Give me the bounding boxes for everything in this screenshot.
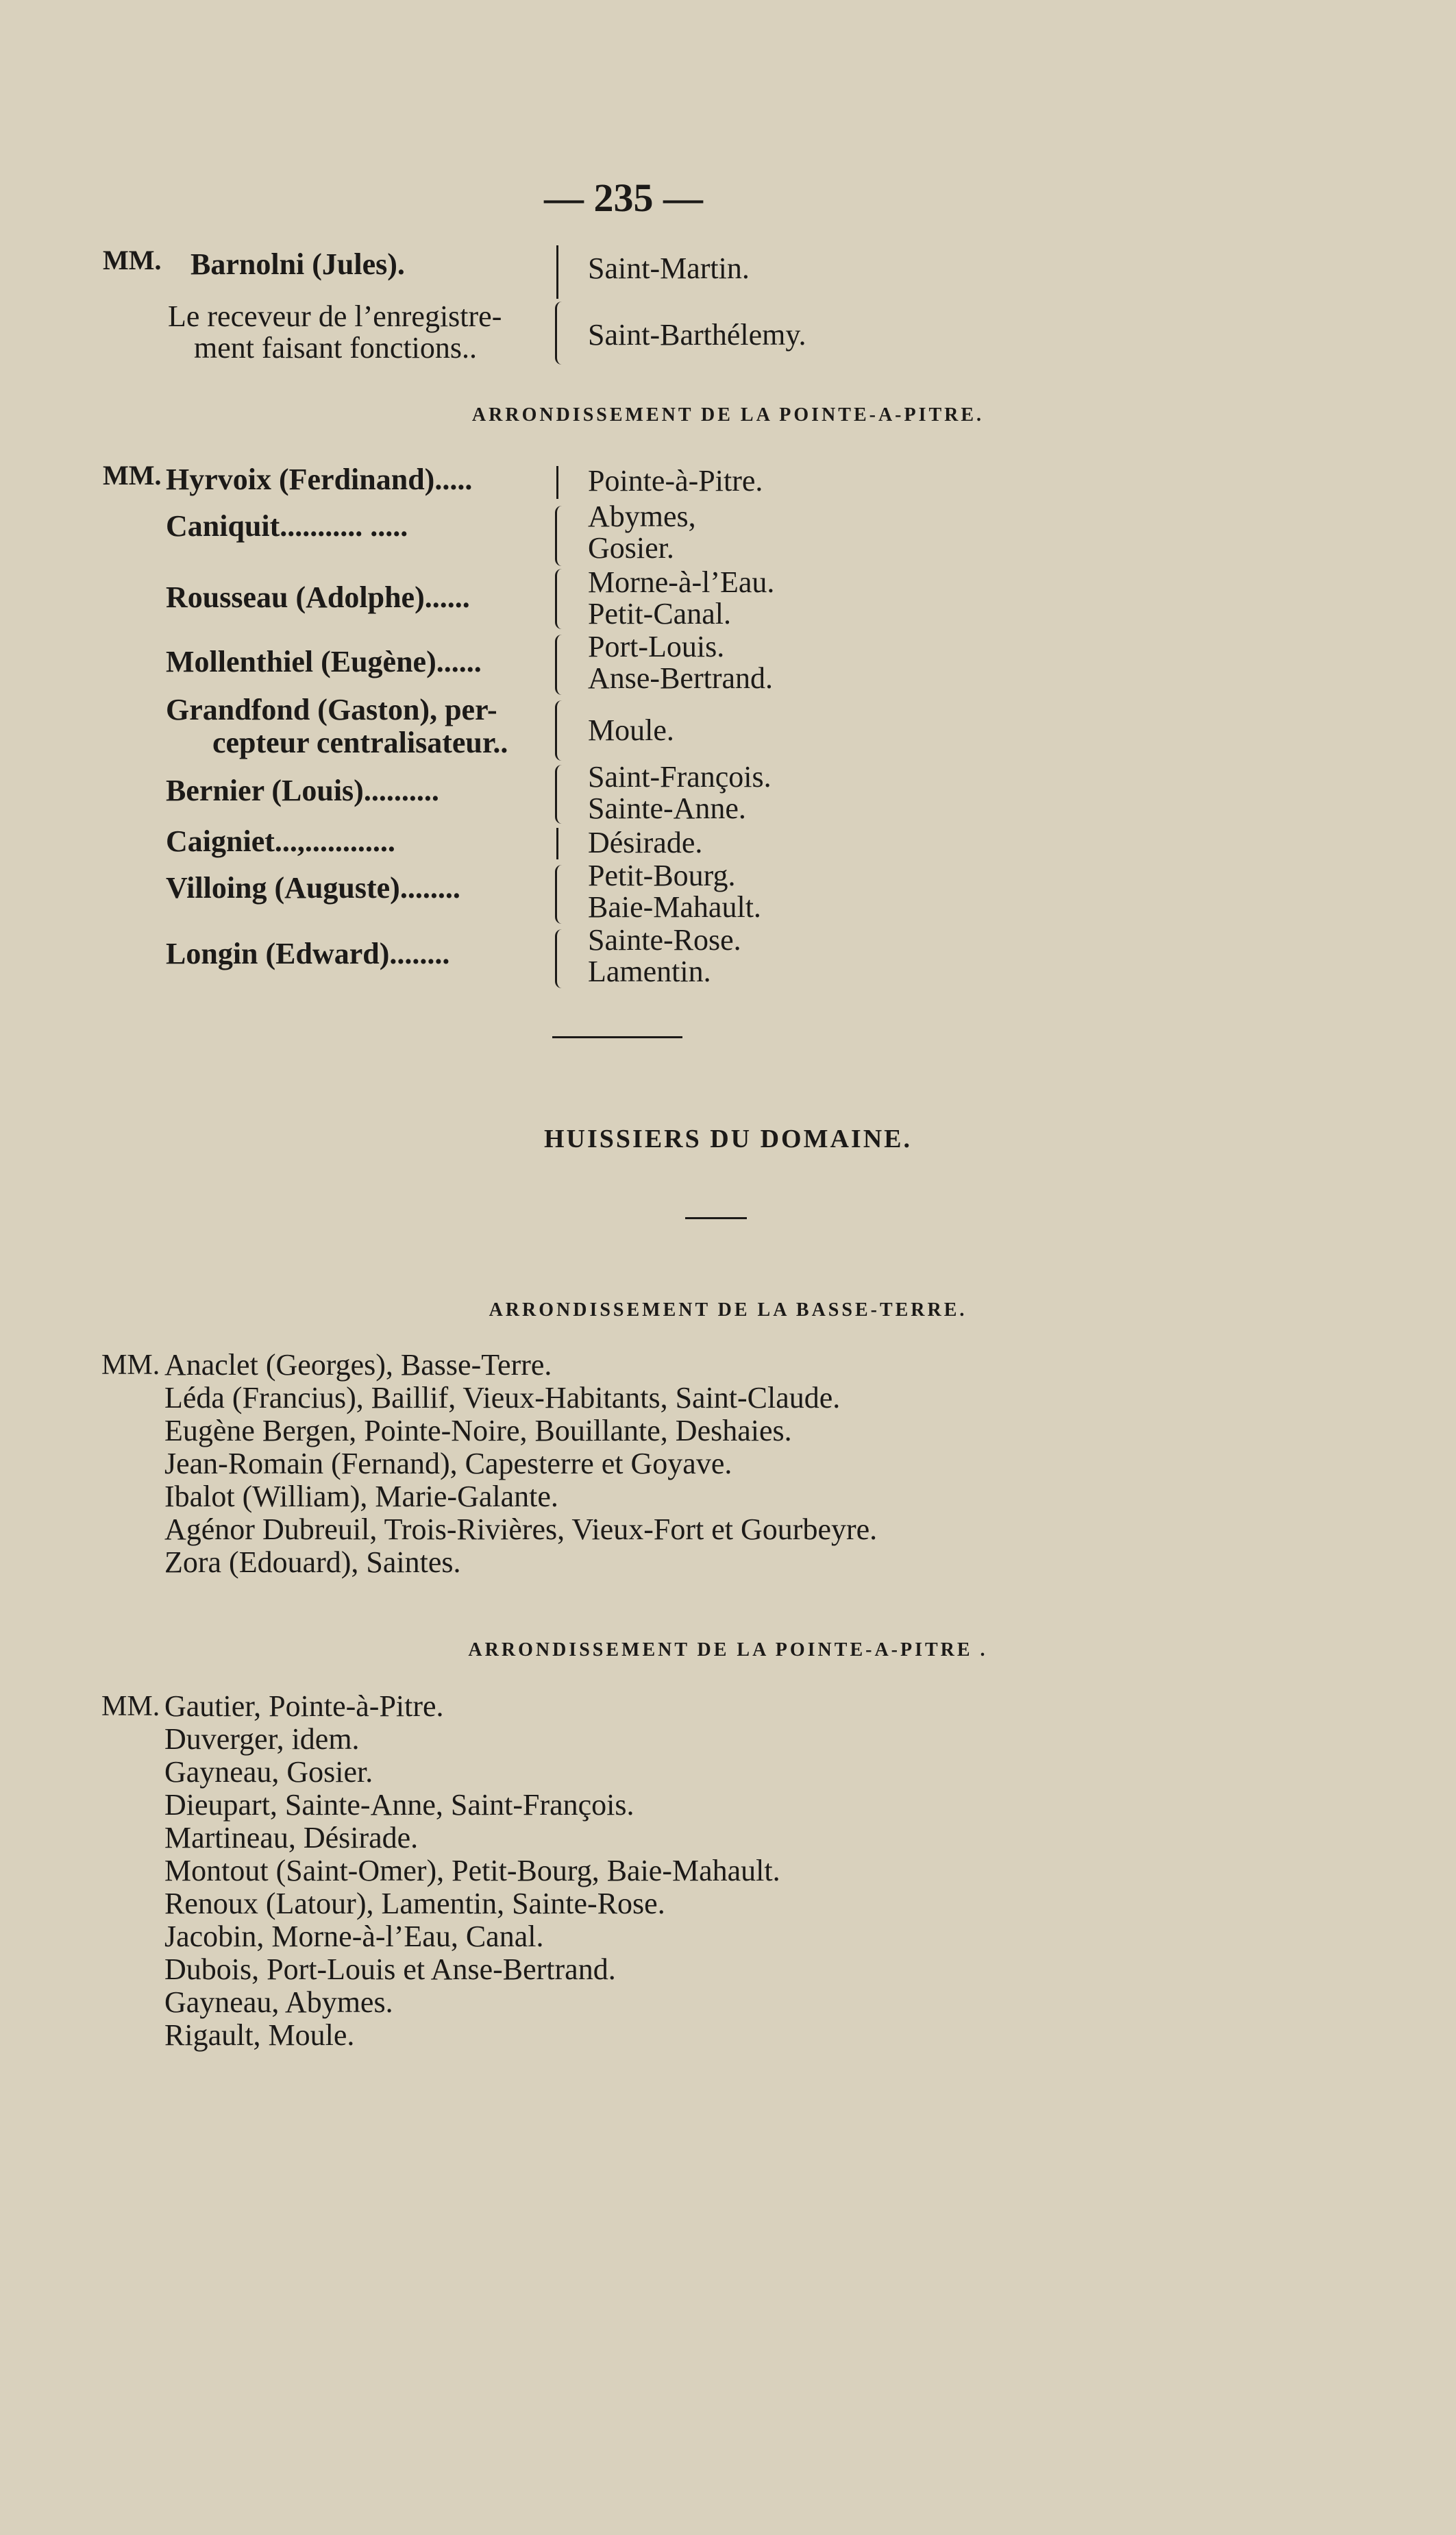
list-item: Gayneau, Gosier.	[164, 1755, 373, 1789]
section1-entry-9-name: Longin (Edward)........	[166, 937, 450, 970]
list-item: Montout (Saint-Omer), Petit-Bourg, Baie-Mahault.	[164, 1854, 780, 1887]
section1-entry-2-name: Caniquit........... .....	[166, 509, 408, 543]
list-item: Gautier, Pointe-à-Pitre.	[164, 1689, 444, 1723]
list-item: Léda (Francius), Baillif, Vieux-Habitants, Saint-Claude.	[164, 1381, 841, 1415]
section1-entry-2-place-1: Abymes,	[588, 500, 696, 533]
list-item: Dubois, Port-Louis et Anse-Bertrand.	[164, 1952, 616, 1986]
section1-entry-8-place-1: Petit-Bourg.	[588, 859, 736, 892]
section1-entry-4-place-2: Anse-Bertrand.	[588, 661, 774, 695]
section1-entry-3-name: Rousseau (Adolphe)......	[166, 580, 470, 614]
section1-entry-8-place-2: Baie-Mahault.	[588, 890, 761, 924]
divider-rule-1	[552, 1036, 682, 1038]
brace-top-1	[556, 245, 558, 299]
section1-entry-1-place-1: Pointe-à-Pitre.	[588, 464, 763, 498]
list-item: Martineau, Désirade.	[164, 1821, 419, 1854]
mm-prefix-pointe-a-pitre: MM.	[101, 1691, 160, 1722]
section1-entry-4-place-1: Port-Louis.	[588, 630, 725, 663]
top-entry-2-name-line1: Le receveur de l’enregistre-	[168, 299, 502, 333]
list-item: Anaclet (Georges), Basse-Terre.	[164, 1348, 552, 1382]
top-entry-2-name-line2: ment faisant fonctions..	[194, 331, 478, 365]
section1-entry-9-place-1: Sainte-Rose.	[588, 923, 741, 957]
section1-entry-6-name: Bernier (Louis)..........	[166, 774, 439, 807]
section-heading-pointe-a-pitre-2: ARRONDISSEMENT DE LA POINTE-A-PITRE .	[468, 1639, 988, 1661]
mm-prefix-basse-terre: MM.	[101, 1349, 160, 1381]
section-heading-basse-terre: ARRONDISSEMENT DE LA BASSE-TERRE.	[489, 1299, 967, 1321]
list-item: Gayneau, Abymes.	[164, 1985, 393, 2019]
section1-entry-7-name: Caigniet...,............	[166, 824, 395, 858]
brace-top-2	[555, 302, 569, 365]
section1-entry-5-place-1: Moule.	[588, 713, 674, 747]
section1-entry-6-place-1: Saint-François.	[588, 760, 772, 794]
page-number: — 235 —	[544, 175, 703, 220]
section1-entry-5-name-line1: Grandfond (Gaston), per-	[166, 693, 497, 726]
list-item: Duverger, idem.	[164, 1722, 360, 1756]
list-item: Agénor Dubreuil, Trois-Rivières, Vieux-Fort et Gourbeyre.	[164, 1513, 878, 1546]
brace-7	[556, 828, 558, 859]
brace-1	[556, 466, 558, 499]
brace-6	[555, 765, 569, 824]
brace-5	[555, 700, 569, 761]
section1-entry-5-name-line2: cepteur centralisateur..	[212, 726, 508, 759]
section1-entry-9-place-2: Lamentin.	[588, 955, 711, 988]
section-heading-pointe-a-pitre: ARRONDISSEMENT DE LA POINTE-A-PITRE.	[471, 404, 985, 426]
pointe-a-pitre-list	[101, 1689, 780, 2052]
basse-terre-list	[101, 1348, 878, 1579]
brace-3	[555, 569, 569, 629]
huissiers-title: HUISSIERS DU DOMAINE.	[543, 1125, 913, 1153]
brace-8	[555, 865, 569, 924]
top-entry-2-place: Saint-Barthélemy.	[588, 318, 806, 352]
list-item: Renoux (Latour), Lamentin, Sainte-Rose.	[164, 1887, 665, 1920]
list-item: Ibalot (William), Marie-Galante.	[164, 1480, 558, 1513]
brace-9	[555, 929, 569, 988]
section1-entry-1-name: Hyrvoix (Ferdinand).....	[166, 463, 473, 496]
mm-prefix-section1: MM.	[103, 460, 162, 491]
mm-prefix-top: MM.	[103, 245, 162, 275]
list-item: Rigault, Moule.	[164, 2018, 355, 2052]
list-item: Dieupart, Sainte-Anne, Saint-François.	[164, 1788, 634, 1822]
brace-4	[555, 635, 569, 695]
top-entry-1-place: Saint-Martin.	[588, 252, 750, 285]
brace-2	[555, 506, 569, 566]
section1-entry-7-place-1: Désirade.	[588, 826, 703, 859]
section1-entry-3-place-2: Petit-Canal.	[588, 597, 731, 630]
section1-entry-2-place-2: Gosier.	[588, 531, 674, 565]
section1-entry-3-place-1: Morne-à-l’Eau.	[588, 565, 775, 599]
divider-rule-2	[685, 1217, 747, 1219]
section1-entry-4-name: Mollenthiel (Eugène)......	[166, 645, 482, 678]
list-item: Jean-Romain (Fernand), Capesterre et Goyave.	[164, 1447, 732, 1480]
top-entry-1-name: Barnolni (Jules).	[190, 247, 405, 281]
list-item: Zora (Edouard), Saintes.	[164, 1545, 461, 1579]
list-item: Eugène Bergen, Pointe-Noire, Bouillante, Deshaies.	[164, 1414, 792, 1447]
section1-entry-8-name: Villoing (Auguste)........	[166, 871, 460, 905]
section1-entry-6-place-2: Sainte-Anne.	[588, 792, 746, 825]
list-item: Jacobin, Morne-à-l’Eau, Canal.	[164, 1920, 544, 1953]
